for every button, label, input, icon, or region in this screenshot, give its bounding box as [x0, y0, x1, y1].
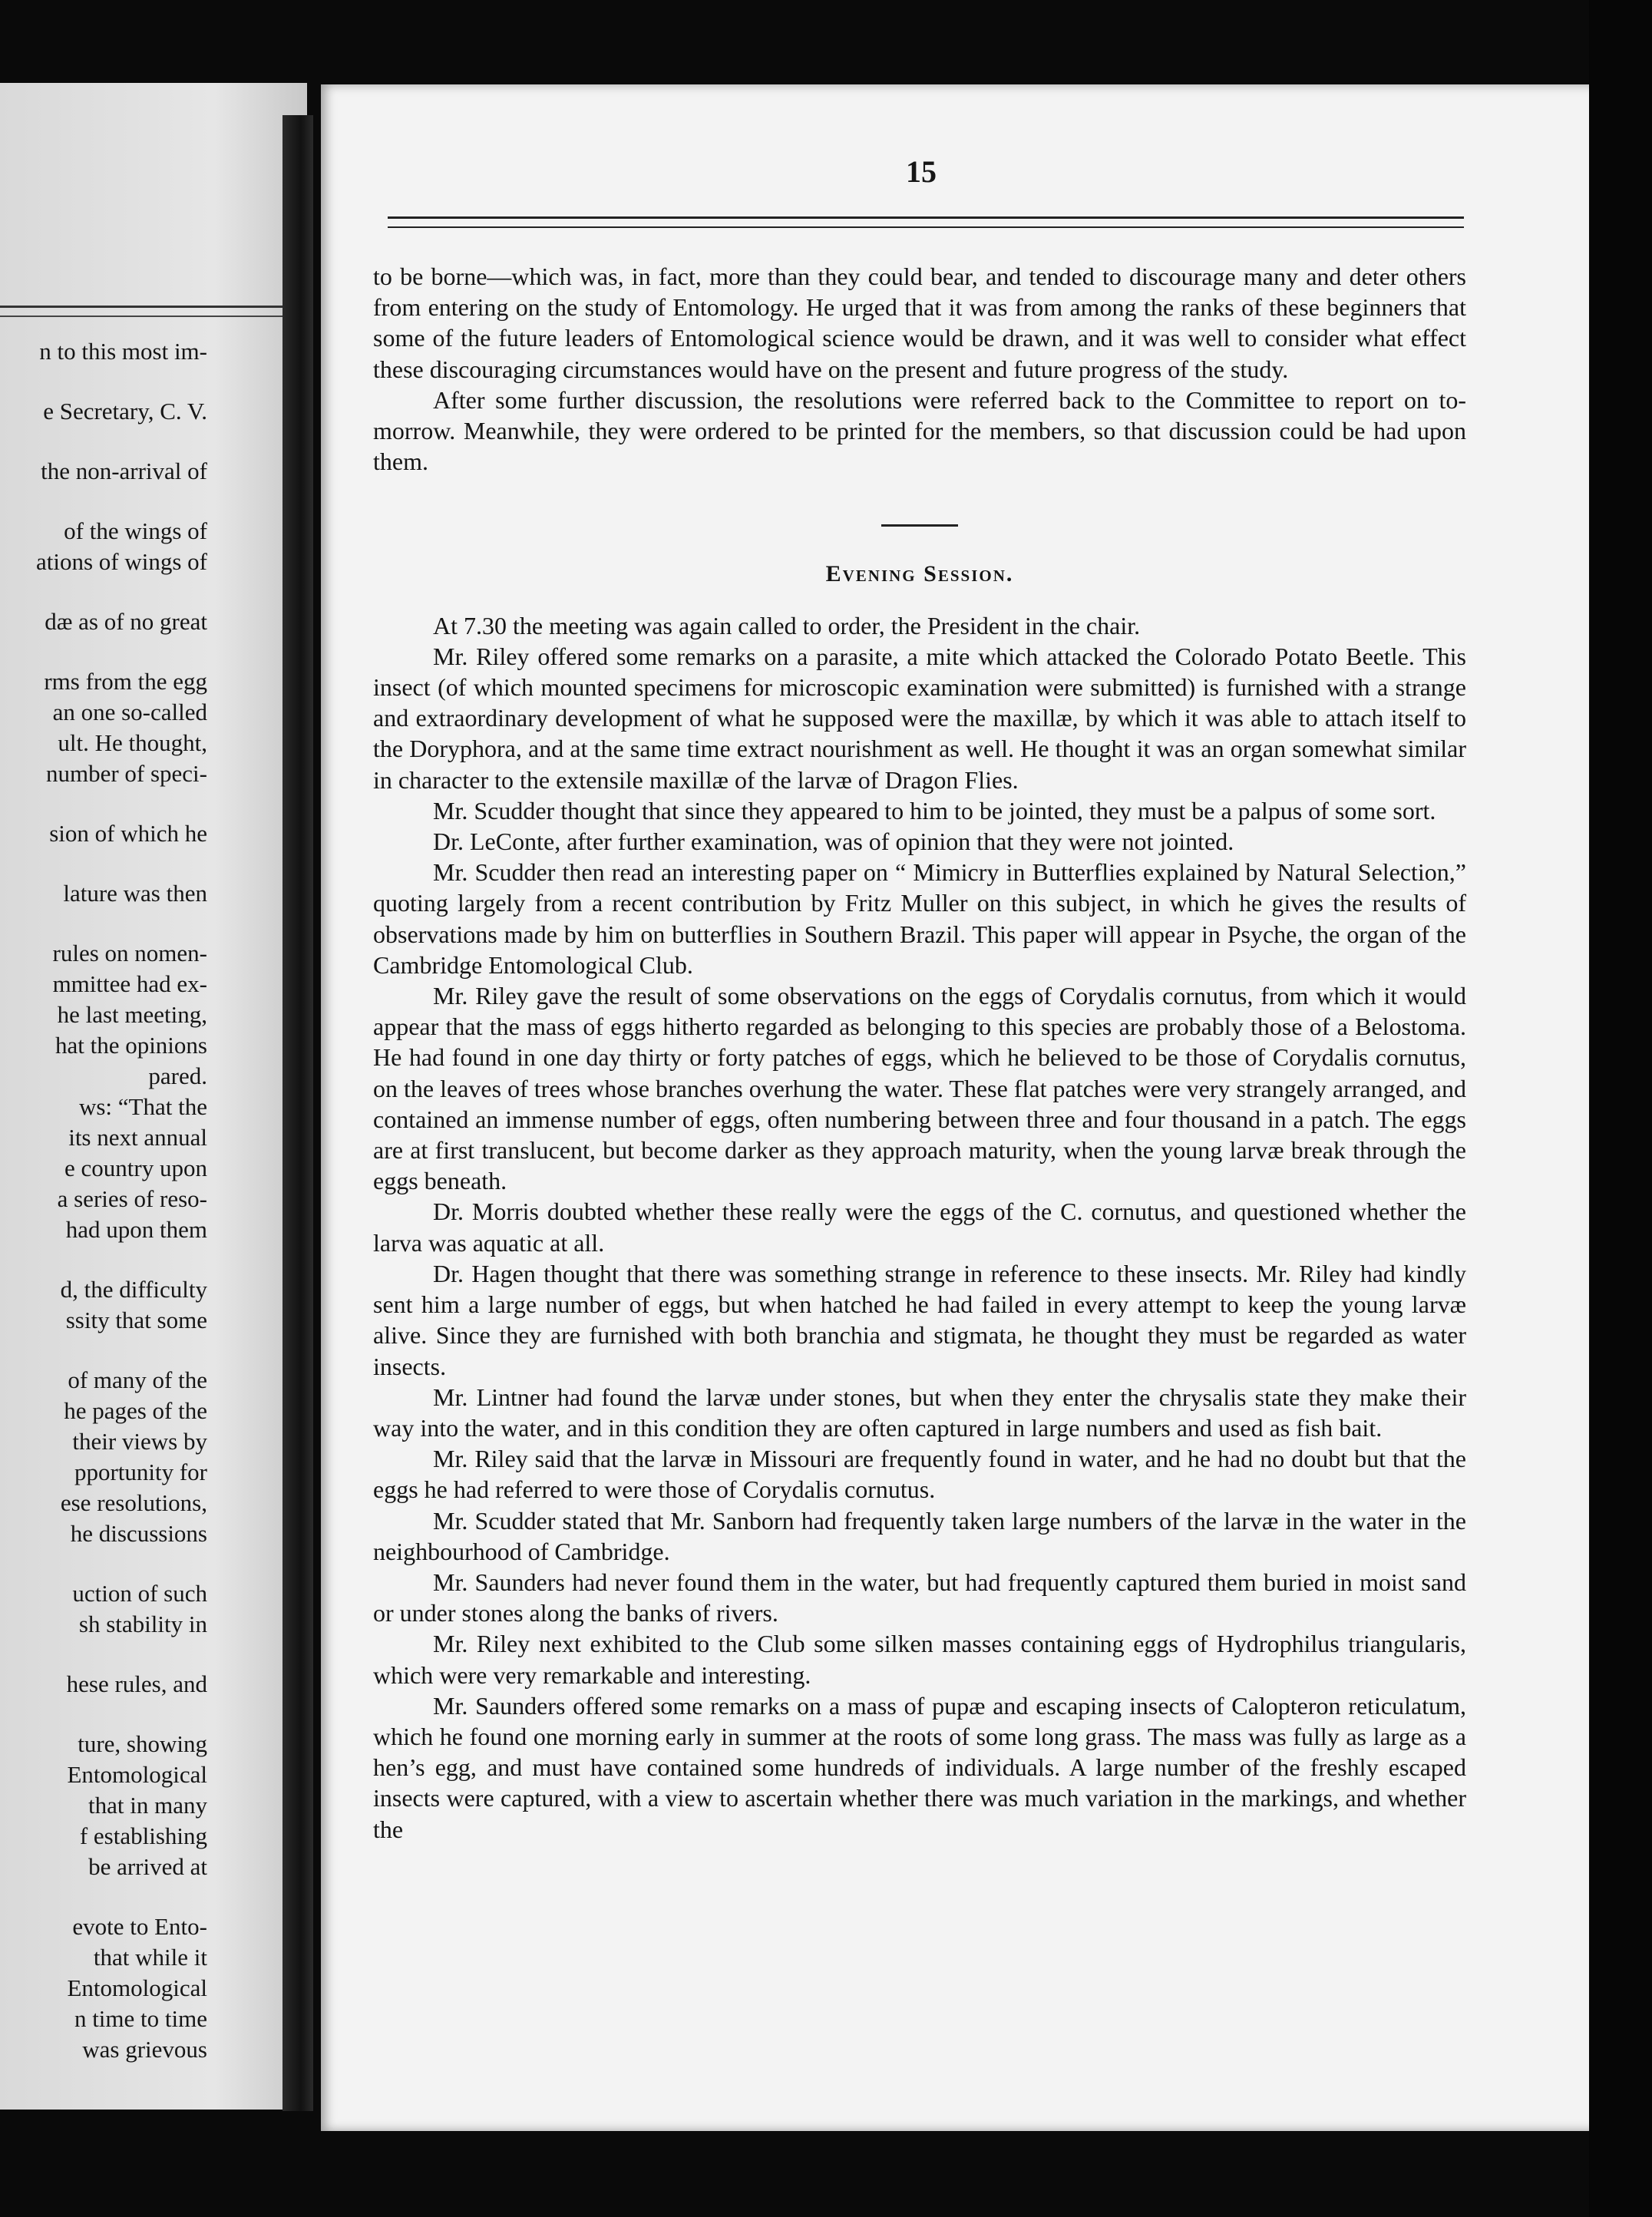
paragraph: Mr. Riley gave the result of some observations on the eggs of Corydalis cornutus, from which it would appear that the mass of eggs hitherto regarded as belonging to this species are probably those of a Belostoma. He had found in one day thirty or forty patches of eggs, which he believed to be those of Corydalis cornutus, on the leaves of trees whose branches overhung the water. These flat patches were very strangely arranged, and contained an immense number of eggs, often numbering between three and four thousand in a patch. The eggs are at first translucent, but become darker as they approach maturity, when the young larvæ break through the eggs beneath.: [373, 982, 1466, 1195]
left-text-line: d, the difficulty: [60, 1276, 207, 1303]
evening-session-paragraphs: [373, 610, 1466, 1845]
left-text-line: of many of the: [68, 1366, 207, 1393]
paragraph: Dr. Morris doubted whether these really were the eggs of the C. cornutus, and questioned whether the larva was aquatic at all.: [373, 1198, 1466, 1257]
paragraph: At 7.30 the meeting was again called to order, the President in the chair.: [433, 611, 1141, 639]
left-text-gap: [0, 637, 207, 666]
left-text-gap: [0, 789, 207, 818]
left-text-gap: [0, 1549, 207, 1578]
left-text-line: Entomological: [67, 1761, 207, 1788]
left-text-line: that while it: [93, 1944, 207, 1971]
page-number: 15: [906, 154, 937, 189]
left-text-line: Entomological: [67, 1974, 207, 2001]
left-text-gap: [0, 577, 207, 606]
left-text-line: dæ as of no great: [45, 608, 207, 635]
left-text-line: ture, showing: [78, 1730, 207, 1757]
left-text-line: n time to time: [74, 2005, 207, 2032]
left-text-line: he pages of the: [64, 1397, 207, 1424]
left-text-line: n to this most im-: [39, 338, 207, 365]
left-page-text-fragments: [0, 336, 207, 2094]
left-text-line: be arrived at: [88, 1853, 207, 1880]
left-text-line: lature was then: [63, 880, 207, 907]
left-text-line: sion of which he: [49, 820, 207, 847]
left-text-gap: [0, 1245, 207, 1274]
left-text-line: hat the opinions: [55, 1032, 207, 1059]
left-text-line: their views by: [72, 1428, 207, 1455]
left-text-gap: [0, 2065, 207, 2094]
left-header-rule: [0, 306, 307, 317]
left-text-gap: [0, 427, 207, 456]
left-text-gap: [0, 909, 207, 938]
left-text-gap: [0, 367, 207, 396]
left-text-gap: [0, 1640, 207, 1669]
paragraph: Dr. LeConte, after further examination, was of opinion that they were not jointed.: [433, 828, 1234, 856]
left-text-line: ssity that some: [65, 1307, 207, 1333]
left-facing-page: [0, 83, 307, 2110]
left-text-line: pportunity for: [74, 1459, 207, 1485]
paragraph: to be borne—which was, in fact, more than they could bear, and tended to discourage many and deter others from entering on the study of Entomology. He urged that it was from among the ranks of these beginners that some of the future leaders of Entomological science would be drawn, and it was well to consider what effect these discouraging circumstances would have on the present and future progress of the study.: [373, 263, 1466, 383]
left-text-line: ations of wings of: [35, 548, 207, 575]
left-text-line: rules on nomen-: [52, 940, 207, 966]
book-gutter: [282, 115, 313, 2111]
left-text-line: ult. He thought,: [58, 729, 207, 756]
paragraph: Mr. Riley said that the larvæ in Missouri are frequently found in water, and he had no doubt but that the eggs he had referred to were those of Corydalis cornutus.: [373, 1445, 1466, 1504]
paragraph: Mr. Scudder stated that Mr. Sanborn had frequently taken large numbers of the larvæ in the water in the neighbourhood of Cambridge.: [373, 1506, 1466, 1565]
scan-edge: [1589, 0, 1652, 2217]
left-text-line: he last meeting,: [57, 1001, 207, 1028]
section-divider: [881, 524, 958, 527]
left-text-line: had upon them: [65, 1216, 207, 1243]
paragraph: Mr. Scudder then read an interesting paper on “ Mimicry in Butterflies explained by Natural Selection,” quoting largely from a recent contribution by Fritz Muller on this subject, in which he gives the results of observations made by him on butterflies in Southern Brazil. This paper will appear in Psyche, the organ of the Cambridge Entomological Club.: [373, 858, 1466, 979]
left-text-line: of the wings of: [64, 517, 207, 544]
left-text-line: ese resolutions,: [60, 1489, 207, 1516]
left-text-line: was grievous: [82, 2036, 207, 2063]
paragraph: Mr. Saunders offered some remarks on a mass of pupæ and escaping insects of Calopteron reticulatum, which he found one morning early in summer at the roots of some long grass. The mass was fully as large as a hen’s egg, and must have contained some hundreds of individuals. A large number of the freshly escaped insects were captured, with a view to ascertain whether there was much variation in the markings, and whether the: [373, 1691, 1466, 1843]
page-body: [373, 261, 1466, 1845]
left-text-line: its next annual: [68, 1124, 207, 1151]
left-text-line: sh stability in: [78, 1611, 207, 1637]
left-text-line: he discussions: [70, 1520, 207, 1547]
left-text-line: the non-arrival of: [41, 458, 207, 484]
left-text-line: that in many: [88, 1792, 207, 1819]
section-heading: Evening Session.: [825, 561, 1014, 587]
paragraph: Mr. Scudder thought that since they appeared to him to be jointed, they must be a palpus of some sort.: [433, 796, 1436, 824]
left-text-line: a series of reso-: [57, 1185, 207, 1212]
paragraph: Mr. Lintner had found the larvæ under stones, but when they enter the chrysalis state they make their way into the water, and in this condition they are often captured in large numbers and used as fish bait.: [373, 1383, 1466, 1442]
left-text-line: e country upon: [64, 1155, 207, 1181]
left-text-line: evote to Ento-: [72, 1913, 207, 1940]
paragraph: After some further discussion, the resolutions were referred back to the Committee to report on to-morrow. Meanwhile, they were ordered to be printed for the members, so that discussion could be had upon them.: [373, 385, 1466, 476]
left-text-gap: [0, 1700, 207, 1729]
left-text-line: e Secretary, C. V.: [43, 398, 207, 425]
left-text-gap: [0, 849, 207, 878]
header-double-rule: [388, 216, 1464, 228]
paragraph: Dr. Hagen thought that there was something strange in reference to these insects. Mr. Riley had kindly sent him a large number of eggs, but when hatched he had failed in every attempt to keep the young larvæ alive. Since they are furnished with both branchia and stigmata, he thought they must be regarded as water insects.: [373, 1259, 1466, 1380]
left-text-line: ws: “That the: [78, 1093, 207, 1120]
left-text-line: rms from the egg: [44, 668, 207, 695]
left-text-line: mmittee had ex-: [52, 970, 207, 997]
left-text-gap: [0, 1882, 207, 1911]
left-text-line: an one so-called: [52, 699, 207, 725]
left-text-line: hese rules, and: [66, 1670, 207, 1697]
left-text-line: uction of such: [72, 1580, 207, 1607]
left-text-gap: [0, 487, 207, 516]
paragraph: Mr. Riley offered some remarks on a parasite, a mite which attacked the Colorado Potato Beetle. This insect (of which mounted specimens for microscopic examination were submitted) is furnished with a strange and extraordinary development of what he supposed were the maxillæ, by which it was able to attach itself to the Doryphora, and at the same time extract nourishment as well. He thought it was an organ somewhat similar in character to the extensile maxillæ of the larvæ of Dragon Flies.: [373, 642, 1466, 794]
paragraph: Mr. Riley next exhibited to the Club some silken masses containing eggs of Hydrophilus triangularis, which were very remarkable and interesting.: [373, 1630, 1466, 1689]
left-text-gap: [0, 1336, 207, 1365]
paragraph: Mr. Saunders had never found them in the water, but had frequently captured them buried in moist sand or under stones along the banks of rivers.: [373, 1568, 1466, 1627]
left-text-line: number of speci-: [45, 760, 207, 787]
left-text-line: f establishing: [79, 1822, 207, 1849]
left-text-line: pared.: [148, 1062, 207, 1089]
